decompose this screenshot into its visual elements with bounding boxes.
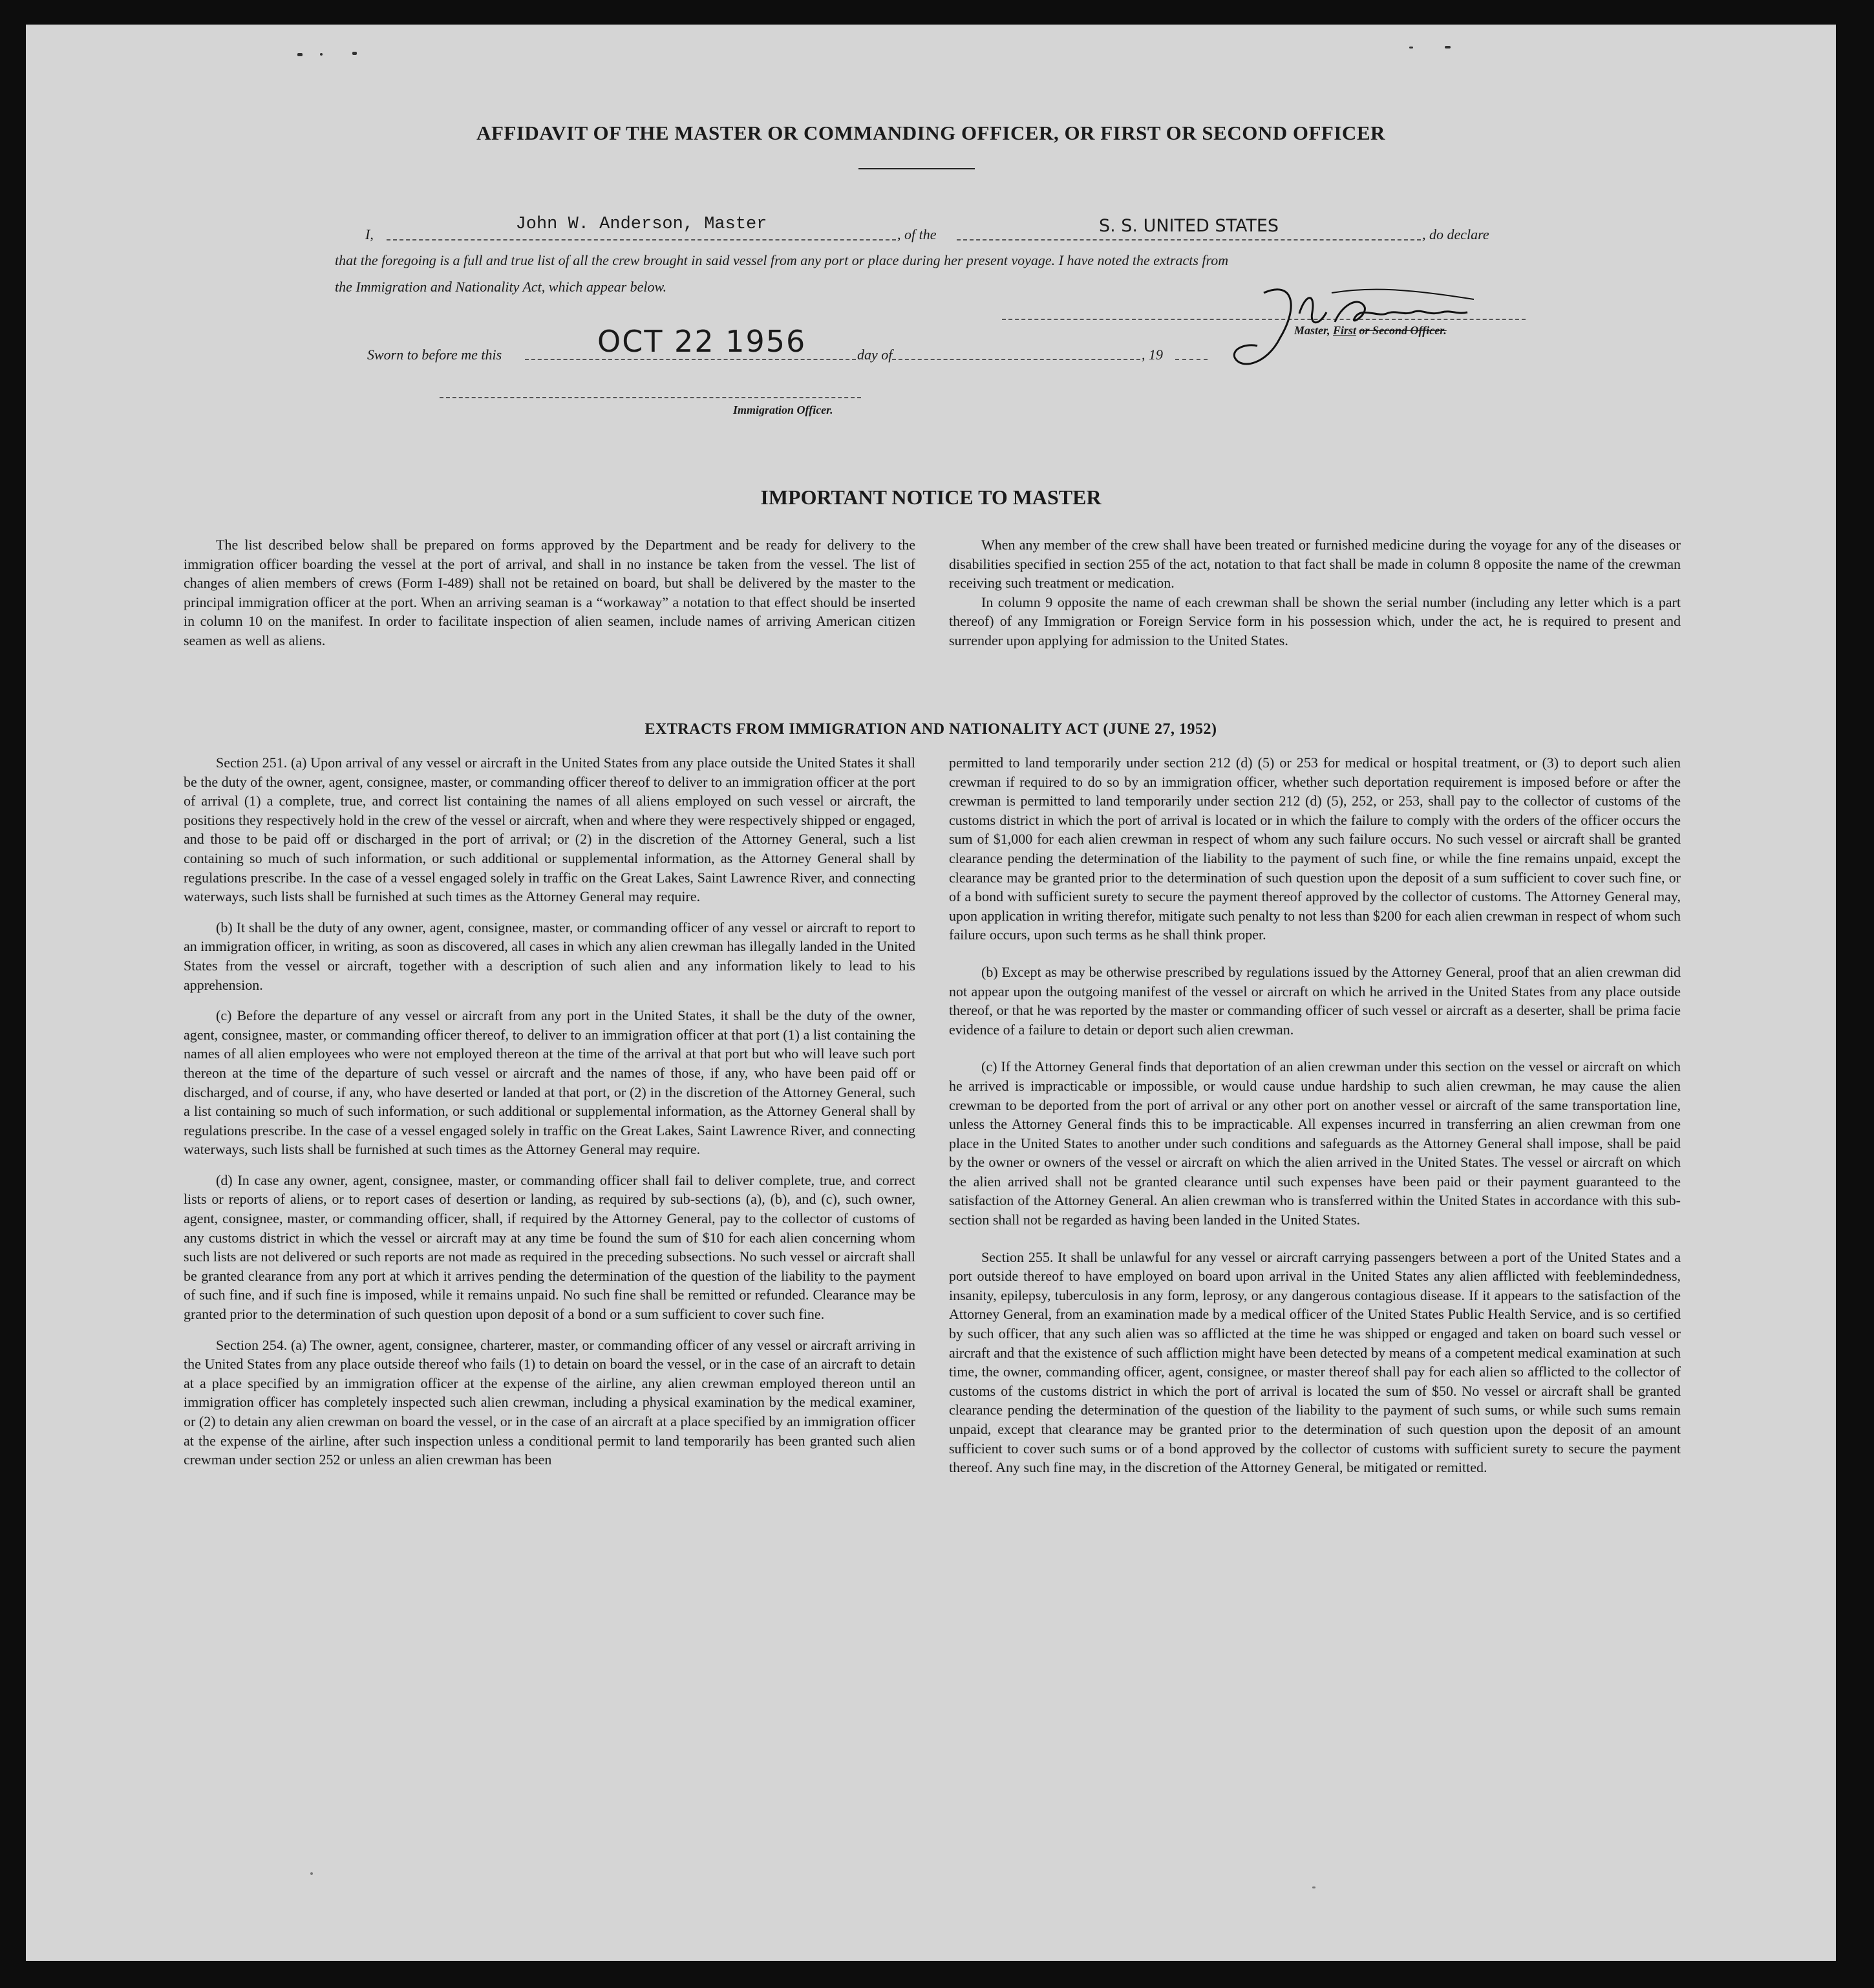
extracts-title: EXTRACTS FROM IMMIGRATION AND NATIONALITY ACT (JUNE 27, 1952): [644, 721, 1217, 738]
scan-mark: [1312, 1886, 1315, 1888]
name-field[interactable]: [387, 215, 896, 240]
extract-section-254-a: Section 254. (a) The owner, agent, consignee, charterer, master, or commanding officer of any vessel or aircraft arriving in the United States from any place outside thereof who fails (1) to detain on board the vessel, or in the case of an aircraft to detain at a place specified by an immigration officer at the expense of the airline, any alien crewman employed thereon until an immigration officer has completely inspected such alien crewman, including a physical examination by the medical examiner, or (2) to detain any alien crewman on board the vessel, or in the case of an aircraft at a place specified by an immigration officer at the expense of the airline, after such inspection unless a conditional permit to land temporarily has been granted such alien crewman under section 252 or unless an alien crewman has been: [184, 1336, 915, 1468]
affidavit-title: AFFIDAVIT OF THE MASTER OR COMMANDING OFFICER, OR FIRST OR SECOND OFFICER: [476, 122, 1385, 144]
of-the-label: , of the: [897, 226, 937, 242]
extract-section-254-c: (c) If the Attorney General finds that deportation of an alien crewman under this section on the vessel or aircraft on which he arrived is impracticable or impossible, or would cause undue hardship to such alien crewman, he may cause the alien crewman to be deported from the port of arrival or any other port on another vessel or aircraft of the same transportation line, unless the Attorney General finds this to be impracticable. All expenses incurred in transferring an alien crewman from one place in the United States to another under such conditions and safeguards as the Attorney General shall impose, shall be paid by the owner or owners of the vessel or aircraft on which the alien arrived in the United States. The vessel or aircraft on which the alien arrived shall not be granted clearance until such expenses have been paid or their payment guaranteed to the satisfaction of the Attorney General. An alien crewman who is transferred within the United States in accordance with this sub-section shall not be regarded as having been landed in the United States.: [949, 1058, 1681, 1228]
notice-right-paragraph-1: When any member of the crew shall have been treated or furnished medicine during the voyage for any of the diseases or disabilities specified in section 255 of the act, notation to that fact shall be made in column 8 opposite the name of the crewman receiving such treatment or medication.: [949, 537, 1681, 592]
signature-icon: [1202, 267, 1513, 377]
document-page: [26, 25, 1836, 1961]
extract-section-251-b: (b) It shall be the duty of any owner, agent, consignee, master, or commanding officer of any vessel or aircraft to report to an immigration officer, in writing, as soon as discovered, all cases in which any alien crewman has illegally landed in the United States from the vessel or aircraft, together with a description of such alien and any information likely to lead to his apprehension.: [184, 919, 915, 993]
signature-caption: [1294, 324, 1447, 337]
month-field[interactable]: [892, 339, 1140, 360]
extracts-left-column: [184, 753, 915, 1470]
extract-section-251-d: (d) In case any owner, agent, consignee, master, or commanding officer shall fail to deliver complete, true, and correct lists or reports of aliens, or to report cases of desertion or landing, as required by sub-sections (a), (b), and (c), such owner, agent, consignee, master, or commanding officer, shall, if required by the Attorney General, pay to the collector of customs of any customs district in which the vessel or aircraft may at any time be found the sum of $10 for each alien concerning whom such lists are not delivered or such reports are not made as required in the preceding subsections. No such vessel or aircraft shall be granted clearance from any port at which it arrives pending the determination of the question of the liability to the payment of such fine, and if such fine is imposed, while it remains unpaid. No such fine shall be remitted or refunded. Clearance may be granted prior to the determination of such question upon deposit of a bond or a sum sufficient to cover such fine.: [184, 1171, 915, 1323]
notice-left-column: [184, 535, 915, 650]
extract-section-254-a-cont: permitted to land temporarily under section 212 (d) (5) or 253 for medical or hospital treatment, or (3) to deport such alien crewman if required to do so by an immigration officer, whether such deportation requirement is imposed before or after the crewman is permitted to land temporarily under section 212 (d) (5), 252, or 253, shall pay to the collector of customs of the customs district in which the port of arrival is located or in which the failure to comply with the orders of the officer occurs the sum of $1,000 for each alien crewman in respect of whom any such failure occurs. No such vessel or aircraft shall be granted clearance pending the determination of the liability to the payment of such fine, or while the fine remains unpaid, except the clearance may be granted prior to the determination of such question upon the deposit of a sum sufficient to cover such fine, or of a bond with sufficient surety to secure the payment thereof approved by the collector of customs. The Attorney General may, upon application in writing therefor, mitigate such penalty to not less than $200 for each alien crewman in respect of whom such failure occurs, upon such terms as he shall think proper.: [949, 754, 1681, 943]
vessel-field[interactable]: [957, 216, 1421, 240]
scan-mark: [352, 52, 357, 55]
notice-left-paragraph: The list described below shall be prepared on forms approved by the Department and be ready for delivery to the immigration officer boarding the vessel at the port of arrival, and shall in no instance be taken from the vessel. The list of changes of alien members of crews (Form I-489) shall not be retained on board, but shall be delivered by the master to the principal immigration officer at the port. When an arriving seaman is a “workaway” a notation to that effect should be inserted in column 10 on the manifest. In order to facilitate inspection of alien seamen, include names of arriving American citizen seamen as well as aliens.: [184, 537, 915, 648]
declaration-line-1: that the foregoing is a full and true list of all the crew brought in said vessel from any port or place during her present voyage. I have noted the extracts from: [335, 252, 1229, 268]
sworn-label: Sworn to before me this: [367, 347, 502, 363]
name-value: John W. Anderson, Master: [515, 215, 767, 234]
notice-right-paragraph-2: In column 9 opposite the name of each crewman shall be shown the serial number (including any letter which is a part thereof) of any Immigration or Foreign Service form in his possession which, under the act, he is required to present and surrender upon applying for admission to the United States.: [949, 593, 1681, 648]
extract-section-251-a: Section 251. (a) Upon arrival of any vessel or aircraft in the United States from any place outside the United States it shall be the duty of the owner, agent, consignee, master, or commanding officer thereof to deliver to an immigration officer at the port of arrival (1) a complete, true, and correct list containing the names of all aliens employed on such vessel or aircraft, the positions they respectively hold in the crew of the vessel or aircraft, when and where they were respectively shipped or engaged, and those to be paid off or discharged in the port of arrival; or (2) in the discretion of the Attorney General, such a list containing so much of such information, or such additional or supplemental information, as the Attorney General shall by regulations prescribe. In the case of a vessel engaged solely in traffic on the Great Lakes, Saint Lawrence River, and connecting waterways, such lists shall be furnished at such times as the Attorney General may require.: [184, 754, 915, 905]
year-field[interactable]: [1175, 339, 1208, 360]
signature-caption-first: First: [1333, 324, 1357, 337]
scan-mark: [297, 53, 303, 56]
extract-section-255: Section 255. It shall be unlawful for any vessel or aircraft carrying passengers between a port of the United States and a port outside thereof to have employed on board upon arrival in the United States any alien afflicted with feeblemindedness, insanity, epilepsy, tuberculosis in any form, leprosy, or any dangerous contagious disease. If it appears to the satisfaction of the Attorney General, from an examination made by a medical officer of the United States Public Health Service, and is so certified by such officer, that any such alien was so afflicted at the time he was shipped or engaged and taken on board such vessel or aircraft and that the existence of such affliction might have been detected by means of a competent medical examination at such time, the owner, commanding officer, agent, consignee, or master thereof shall pay for each alien so afflicted to the collector of customs of the customs district in which the port of arrival is located the sum of $50. No vessel or aircraft shall be granted clearance pending the determination of the question of the liability to the payment of such sums, or while such sums remain unpaid, except that clearance may be granted prior to the determination of such question upon the deposit of an amount sufficient to cover such sums or of a bond approved by the collector of customs with sufficient surety to secure the payment thereof. Any such fine may, in the discretion of the Attorney General, be mitigated or remitted.: [949, 1248, 1681, 1476]
scan-mark: [320, 53, 323, 56]
officer-caption: Immigration Officer.: [733, 403, 833, 416]
extract-section-251-c: (c) Before the departure of any vessel or aircraft from any port in the United States, it shall be the duty of the owner, agent, consignee, master, or commanding officer thereof, to deliver to an immigration officer at that port (1) a list containing the names of all alien employees who were not employed thereon at the time of the arrival at that port but who will leave such port thereon at the time of the departure of such vessel or aircraft and the names of those, if any, who have been paid off or discharged, and of course, if any, who have deserted or landed at that port, or (2) in the discretion of the Attorney General, such a list containing so much of such information, or such additional or supplemental information, as the Attorney General shall by regulations prescribe. In the case of a vessel engaged solely in traffic on the Great Lakes, Saint Lawrence River, and connecting waterways, such lists shall be furnished at such times as the Attorney General may require.: [184, 1007, 915, 1158]
day-of-label: day of: [857, 347, 893, 363]
sworn-date-field[interactable]: [525, 324, 856, 360]
year-label: , 19: [1142, 347, 1163, 363]
signature-caption-struck: or Second Officer.: [1359, 324, 1447, 337]
scan-mark: [1409, 47, 1413, 48]
notice-title: IMPORTANT NOTICE TO MASTER: [760, 486, 1102, 509]
sworn-date-stamp: OCT 22 1956: [597, 324, 807, 359]
do-declare-label: , do declare: [1422, 226, 1489, 242]
extracts-right-column: [949, 753, 1681, 1477]
title-rule: [858, 168, 975, 169]
i-label: I,: [365, 226, 374, 242]
declaration-line-2: the Immigration and Nationality Act, which appear below.: [335, 279, 667, 295]
extract-section-254-b: (b) Except as may be otherwise prescribed by regulations issued by the Attorney General, proof that an alien crewman did not appear upon the outgoing manifest of the vessel or aircraft on which he arrived in the United States from any place outside thereof, or that he was reported by the master or commanding officer of such vessel or aircraft as a deserter, shall be prima facie evidence of a failure to detain or deport such alien crewman.: [949, 963, 1681, 1038]
signature-caption-prefix: Master,: [1294, 324, 1334, 337]
officer-signature-line[interactable]: [440, 397, 861, 398]
notice-right-column: [949, 535, 1681, 650]
scan-mark: [310, 1872, 313, 1875]
vessel-value: S. S. UNITED STATES: [1098, 216, 1279, 236]
scan-mark: [1445, 46, 1451, 48]
